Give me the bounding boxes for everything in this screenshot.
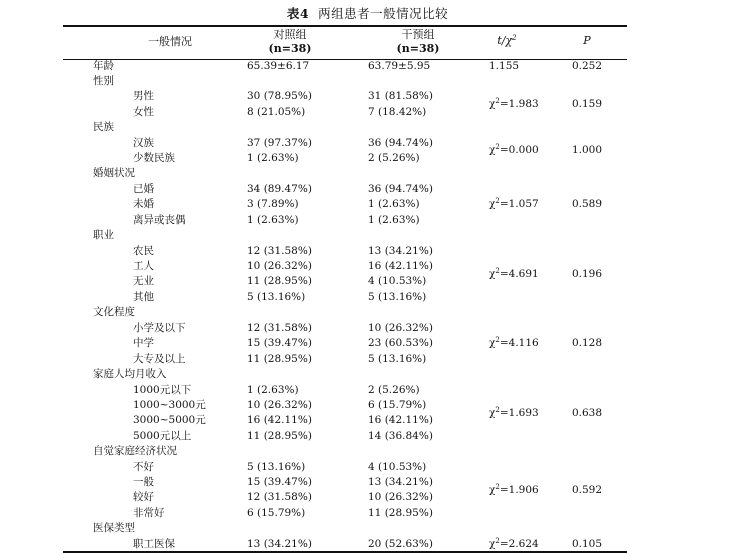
- gender-male-control: 30 (78.95%): [247, 90, 312, 102]
- gender-stat: [489, 97, 539, 111]
- income-a-intervention: 2 (5.26%): [368, 384, 420, 396]
- insurance-staff-intervention: 20 (52.63%): [368, 538, 433, 550]
- age-p: 0.252: [571, 60, 603, 72]
- header-control: [240, 28, 340, 56]
- chi-sup: 2: [495, 406, 500, 414]
- insurance-stat: [489, 537, 539, 551]
- chi-symbol: χ: [489, 98, 496, 110]
- bottom-rule: [63, 551, 627, 553]
- insurance-p: 0.105: [571, 538, 603, 550]
- gender-female-intervention: 7 (18.42%): [368, 106, 427, 118]
- table-title: [0, 4, 735, 22]
- row-label-ethnic: 民族: [93, 121, 114, 133]
- marital-married-label: 已婚: [133, 183, 154, 195]
- age-intervention: 63.79±5.95: [368, 60, 431, 72]
- job-worker-intervention: 16 (42.11%): [368, 260, 433, 272]
- edu-college-intervention: 5 (13.16%): [368, 353, 427, 365]
- econ-bad-intervention: 4 (10.53%): [368, 461, 427, 473]
- row-label-insurance: 医保类型: [93, 522, 135, 534]
- income-stat: [489, 406, 539, 420]
- econ-bad-control: 5 (13.16%): [247, 461, 306, 473]
- header-control-n: (n=38): [268, 42, 312, 55]
- ethnic-han-intervention: 36 (94.74%): [368, 137, 433, 149]
- job-p: 0.196: [571, 268, 603, 280]
- income-b-intervention: 6 (15.79%): [368, 399, 427, 411]
- chi-symbol: χ: [489, 198, 496, 210]
- chi-sup: 2: [495, 336, 500, 344]
- header-stat: [475, 34, 539, 48]
- gender-female-label: 女性: [133, 106, 154, 118]
- income-a-control: 1 (2.63%): [247, 384, 299, 396]
- job-none-control: 11 (28.95%): [247, 275, 312, 287]
- marital-married-control: 34 (89.47%): [247, 183, 312, 195]
- gender-male-label: 男性: [133, 90, 154, 102]
- econ-vgood-intervention: 11 (28.95%): [368, 507, 433, 519]
- marital-single-label: 未婚: [133, 198, 154, 210]
- income-c-label: 3000~5000元: [133, 414, 206, 426]
- marital-div-intervention: 1 (2.63%): [368, 214, 420, 226]
- job-other-label: 其他: [133, 291, 154, 303]
- income-d-label: 5000元以上: [133, 430, 192, 442]
- row-label-econ: 自觉家庭经济状况: [93, 445, 177, 457]
- econ-good-intervention: 10 (26.32%): [368, 491, 433, 503]
- ethnic-han-label: 汉族: [133, 137, 154, 149]
- edu-middle-label: 中学: [133, 337, 154, 349]
- income-stat-value: =1.693: [499, 407, 539, 419]
- gender-female-control: 8 (21.05%): [247, 106, 306, 118]
- header-intervention: [368, 28, 468, 56]
- econ-vgood-label: 非常好: [133, 507, 165, 519]
- ethnic-stat: [489, 143, 539, 157]
- econ-avg-control: 15 (39.47%): [247, 476, 312, 488]
- chi-sup: 2: [495, 97, 500, 105]
- income-d-intervention: 14 (36.84%): [368, 430, 433, 442]
- income-c-control: 16 (42.11%): [247, 414, 312, 426]
- job-other-intervention: 5 (13.16%): [368, 291, 427, 303]
- job-farmer-intervention: 13 (34.21%): [368, 245, 433, 257]
- ethnic-minor-control: 1 (2.63%): [247, 152, 299, 164]
- marital-stat-value: =1.057: [499, 198, 539, 210]
- job-worker-control: 10 (26.32%): [247, 260, 312, 272]
- table-caption: 两组患者一般情况比较: [318, 6, 449, 21]
- age-stat: 1.155: [489, 60, 520, 72]
- income-c-intervention: 16 (42.11%): [368, 414, 433, 426]
- table-number: 表4: [286, 6, 310, 21]
- chi-sup: 2: [495, 143, 500, 151]
- edu-primary-label: 小学及以下: [133, 322, 186, 334]
- income-b-control: 10 (26.32%): [247, 399, 312, 411]
- econ-stat-value: =1.906: [499, 484, 539, 496]
- ethnic-p: 1.000: [571, 144, 603, 156]
- marital-single-control: 3 (7.89%): [247, 198, 299, 210]
- job-worker-label: 工人: [133, 260, 154, 272]
- chi-symbol: χ: [489, 407, 496, 419]
- gender-stat-value: =1.983: [499, 98, 539, 110]
- insurance-staff-label: 职工医保: [133, 538, 175, 550]
- marital-div-control: 1 (2.63%): [247, 214, 299, 226]
- income-d-control: 11 (28.95%): [247, 430, 312, 442]
- header-general: 一般情况: [148, 35, 192, 48]
- ethnic-han-control: 37 (97.37%): [247, 137, 312, 149]
- chi-sup: 2: [495, 197, 500, 205]
- econ-vgood-control: 6 (15.79%): [247, 507, 306, 519]
- econ-p: 0.592: [571, 484, 603, 496]
- ethnic-minor-label: 少数民族: [133, 152, 175, 164]
- row-label-job: 职业: [93, 229, 114, 241]
- income-b-label: 1000~3000元: [133, 399, 206, 411]
- job-farmer-control: 12 (31.58%): [247, 245, 312, 257]
- edu-college-label: 大专及以上: [133, 353, 186, 365]
- econ-good-label: 较好: [133, 491, 154, 503]
- marital-married-intervention: 36 (94.74%): [368, 183, 433, 195]
- income-p: 0.638: [571, 407, 603, 419]
- chi-symbol: χ: [489, 538, 496, 550]
- job-stat: [489, 267, 539, 281]
- header-stat-label: t/χ: [497, 34, 513, 47]
- edu-middle-control: 15 (39.47%): [247, 337, 312, 349]
- row-label-marital: 婚姻状况: [93, 167, 135, 179]
- row-label-gender: 性别: [93, 75, 114, 87]
- edu-p: 0.128: [571, 337, 603, 349]
- job-farmer-label: 农民: [133, 245, 154, 257]
- row-label-age: 年龄: [93, 60, 114, 72]
- marital-single-intervention: 1 (2.63%): [368, 198, 420, 210]
- econ-bad-label: 不好: [133, 461, 154, 473]
- gender-male-intervention: 31 (81.58%): [368, 90, 433, 102]
- gender-p: 0.159: [571, 98, 603, 110]
- marital-div-label: 离异或丧偶: [133, 214, 186, 226]
- edu-college-control: 11 (28.95%): [247, 353, 312, 365]
- chi-symbol: χ: [489, 144, 496, 156]
- header-p: P: [583, 34, 591, 47]
- income-a-label: 1000元以下: [133, 384, 192, 396]
- job-none-intervention: 4 (10.53%): [368, 275, 427, 287]
- header-stat-sup: 2: [512, 34, 517, 42]
- chi-sup: 2: [495, 267, 500, 275]
- chi-sup: 2: [495, 537, 500, 545]
- header-intervention-label: 干预组: [401, 28, 435, 41]
- marital-p: 0.589: [571, 198, 603, 210]
- chi-symbol: χ: [489, 484, 496, 496]
- insurance-staff-control: 13 (34.21%): [247, 538, 312, 550]
- job-none-label: 无业: [133, 275, 154, 287]
- header-control-label: 对照组: [273, 28, 307, 41]
- ethnic-minor-intervention: 2 (5.26%): [368, 152, 420, 164]
- job-other-control: 5 (13.16%): [247, 291, 306, 303]
- marital-stat: [489, 197, 539, 211]
- edu-primary-control: 12 (31.58%): [247, 322, 312, 334]
- insurance-stat-value: =2.624: [499, 538, 539, 550]
- econ-avg-intervention: 13 (34.21%): [368, 476, 433, 488]
- econ-stat: [489, 483, 539, 497]
- job-stat-value: =4.691: [499, 268, 539, 280]
- edu-primary-intervention: 10 (26.32%): [368, 322, 433, 334]
- row-label-income: 家庭人均月收入: [93, 368, 167, 380]
- ethnic-stat-value: =0.000: [499, 144, 539, 156]
- header-rule: [63, 59, 627, 60]
- top-rule: [63, 25, 627, 27]
- edu-stat: [489, 336, 539, 350]
- age-control: 65.39±6.17: [247, 60, 310, 72]
- edu-stat-value: =4.116: [499, 337, 539, 349]
- row-label-edu: 文化程度: [93, 306, 135, 318]
- chi-symbol: χ: [489, 337, 496, 349]
- econ-avg-label: 一般: [133, 476, 154, 488]
- header-intervention-n: (n=38): [396, 42, 440, 55]
- econ-good-control: 12 (31.58%): [247, 491, 312, 503]
- chi-symbol: χ: [489, 268, 496, 280]
- edu-middle-intervention: 23 (60.53%): [368, 337, 433, 349]
- chi-sup: 2: [495, 483, 500, 491]
